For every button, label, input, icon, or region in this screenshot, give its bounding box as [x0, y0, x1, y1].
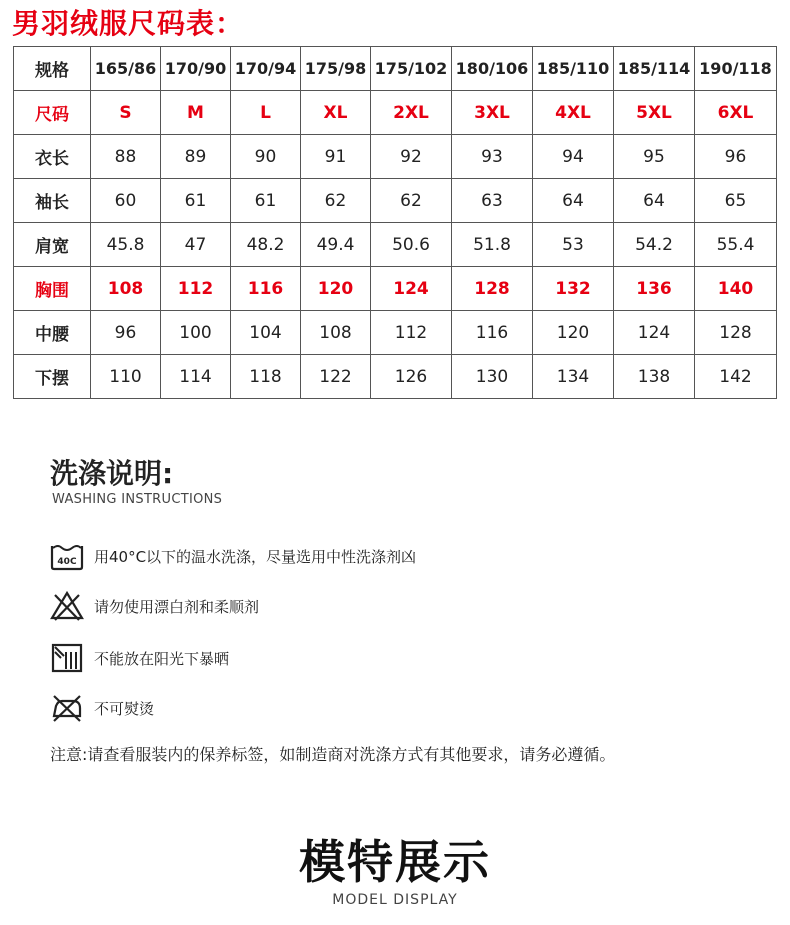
- wash-item-text: 不能放在阳光下暴晒: [94, 649, 230, 668]
- table-cell: 140: [695, 267, 777, 311]
- table-cell: 62: [301, 179, 371, 223]
- table-cell: 110: [91, 355, 161, 399]
- row-header: 尺码: [14, 91, 91, 135]
- table-cell: 134: [533, 355, 614, 399]
- model-display-title: 模特展示: [299, 835, 491, 889]
- table-cell: 91: [301, 135, 371, 179]
- table-cell: 124: [371, 267, 452, 311]
- table-cell: 116: [452, 311, 533, 355]
- table-cell: 45.8: [91, 223, 161, 267]
- table-cell: 104: [231, 311, 301, 355]
- table-cell: 128: [695, 311, 777, 355]
- table-cell: 64: [533, 179, 614, 223]
- table-cell: 108: [301, 311, 371, 355]
- table-cell: L: [231, 91, 301, 135]
- row-header: 规格: [14, 47, 91, 91]
- table-row: [14, 91, 777, 135]
- table-cell: 51.8: [452, 223, 533, 267]
- table-row: [14, 179, 777, 223]
- table-cell: 108: [91, 267, 161, 311]
- table-cell: 60: [91, 179, 161, 223]
- table-cell: XL: [301, 91, 371, 135]
- table-cell: 175/98: [301, 47, 371, 91]
- no-iron-icon: [50, 692, 84, 724]
- table-cell: 94: [533, 135, 614, 179]
- table-cell: 90: [231, 135, 301, 179]
- table-cell: 128: [452, 267, 533, 311]
- table-cell: S: [91, 91, 161, 135]
- table-cell: 190/118: [695, 47, 777, 91]
- table-cell: 49.4: [301, 223, 371, 267]
- row-header: 肩宽: [14, 223, 91, 267]
- table-cell: 185/110: [533, 47, 614, 91]
- table-cell: 112: [371, 311, 452, 355]
- no-bleach-icon: [50, 590, 84, 622]
- row-header: 胸围: [14, 267, 91, 311]
- table-cell: 65: [695, 179, 777, 223]
- table-cell: 6XL: [695, 91, 777, 135]
- table-cell: 122: [301, 355, 371, 399]
- table-row: [14, 267, 777, 311]
- table-cell: 165/86: [91, 47, 161, 91]
- table-cell: 132: [533, 267, 614, 311]
- table-cell: 120: [533, 311, 614, 355]
- table-cell: 63: [452, 179, 533, 223]
- table-cell: 3XL: [452, 91, 533, 135]
- table-cell: 124: [614, 311, 695, 355]
- table-cell: 89: [161, 135, 231, 179]
- table-cell: 96: [91, 311, 161, 355]
- table-row: [14, 311, 777, 355]
- table-cell: M: [161, 91, 231, 135]
- table-cell: 62: [371, 179, 452, 223]
- washing-title: 洗涤说明:: [50, 457, 174, 490]
- table-cell: 142: [695, 355, 777, 399]
- wash-item-bleach: [50, 590, 259, 622]
- size-chart-table: [13, 46, 777, 399]
- table-cell: 64: [614, 179, 695, 223]
- wash-item-text: 用40°C以下的温水洗涤，尽量选用中性洗涤剂凶: [94, 547, 417, 566]
- table-cell: 96: [695, 135, 777, 179]
- wash-item-text: 不可熨烫: [94, 699, 155, 718]
- table-cell: 93: [452, 135, 533, 179]
- table-cell: 136: [614, 267, 695, 311]
- table-cell: 126: [371, 355, 452, 399]
- table-cell: 88: [91, 135, 161, 179]
- table-cell: 116: [231, 267, 301, 311]
- table-cell: 130: [452, 355, 533, 399]
- table-row: [14, 223, 777, 267]
- table-cell: 92: [371, 135, 452, 179]
- row-header: 衣长: [14, 135, 91, 179]
- table-row: [14, 355, 777, 399]
- table-row: [14, 135, 777, 179]
- table-cell: 47: [161, 223, 231, 267]
- wash-item-sun: [50, 642, 229, 674]
- dry-in-shade-icon: [50, 642, 84, 674]
- table-cell: 118: [231, 355, 301, 399]
- table-cell: 180/106: [452, 47, 533, 91]
- table-cell: 50.6: [371, 223, 452, 267]
- wash-item-text: 请勿使用漂白剂和柔顺剂: [94, 597, 260, 616]
- table-cell: 100: [161, 311, 231, 355]
- model-display-subtitle: MODEL DISPLAY: [332, 892, 458, 908]
- row-header: 中腰: [14, 311, 91, 355]
- page-title: 男羽绒服尺码表：: [12, 7, 245, 40]
- table-cell: 4XL: [533, 91, 614, 135]
- table-row: [14, 47, 777, 91]
- table-cell: 61: [231, 179, 301, 223]
- table-cell: 5XL: [614, 91, 695, 135]
- table-cell: 114: [161, 355, 231, 399]
- table-cell: 185/114: [614, 47, 695, 91]
- wash-item-temperature: [50, 540, 416, 572]
- table-cell: 55.4: [695, 223, 777, 267]
- table-cell: 120: [301, 267, 371, 311]
- wash-temperature-label: 40C: [57, 557, 77, 567]
- table-cell: 170/90: [161, 47, 231, 91]
- row-header: 下摆: [14, 355, 91, 399]
- table-cell: 61: [161, 179, 231, 223]
- table-cell: 48.2: [231, 223, 301, 267]
- table-cell: 53: [533, 223, 614, 267]
- table-cell: 2XL: [371, 91, 452, 135]
- table-cell: 54.2: [614, 223, 695, 267]
- table-cell: 175/102: [371, 47, 452, 91]
- table-cell: 138: [614, 355, 695, 399]
- care-note: 注意:请查看服装内的保养标签，如制造商对洗涤方式有其他要求，请务必遵循。: [50, 745, 616, 764]
- table-cell: 170/94: [231, 47, 301, 91]
- wash-40c-icon: [50, 540, 84, 572]
- wash-item-iron: [50, 692, 154, 724]
- table-cell: 95: [614, 135, 695, 179]
- row-header: 袖长: [14, 179, 91, 223]
- washing-subtitle: WASHING INSTRUCTIONS: [52, 492, 223, 507]
- table-cell: 112: [161, 267, 231, 311]
